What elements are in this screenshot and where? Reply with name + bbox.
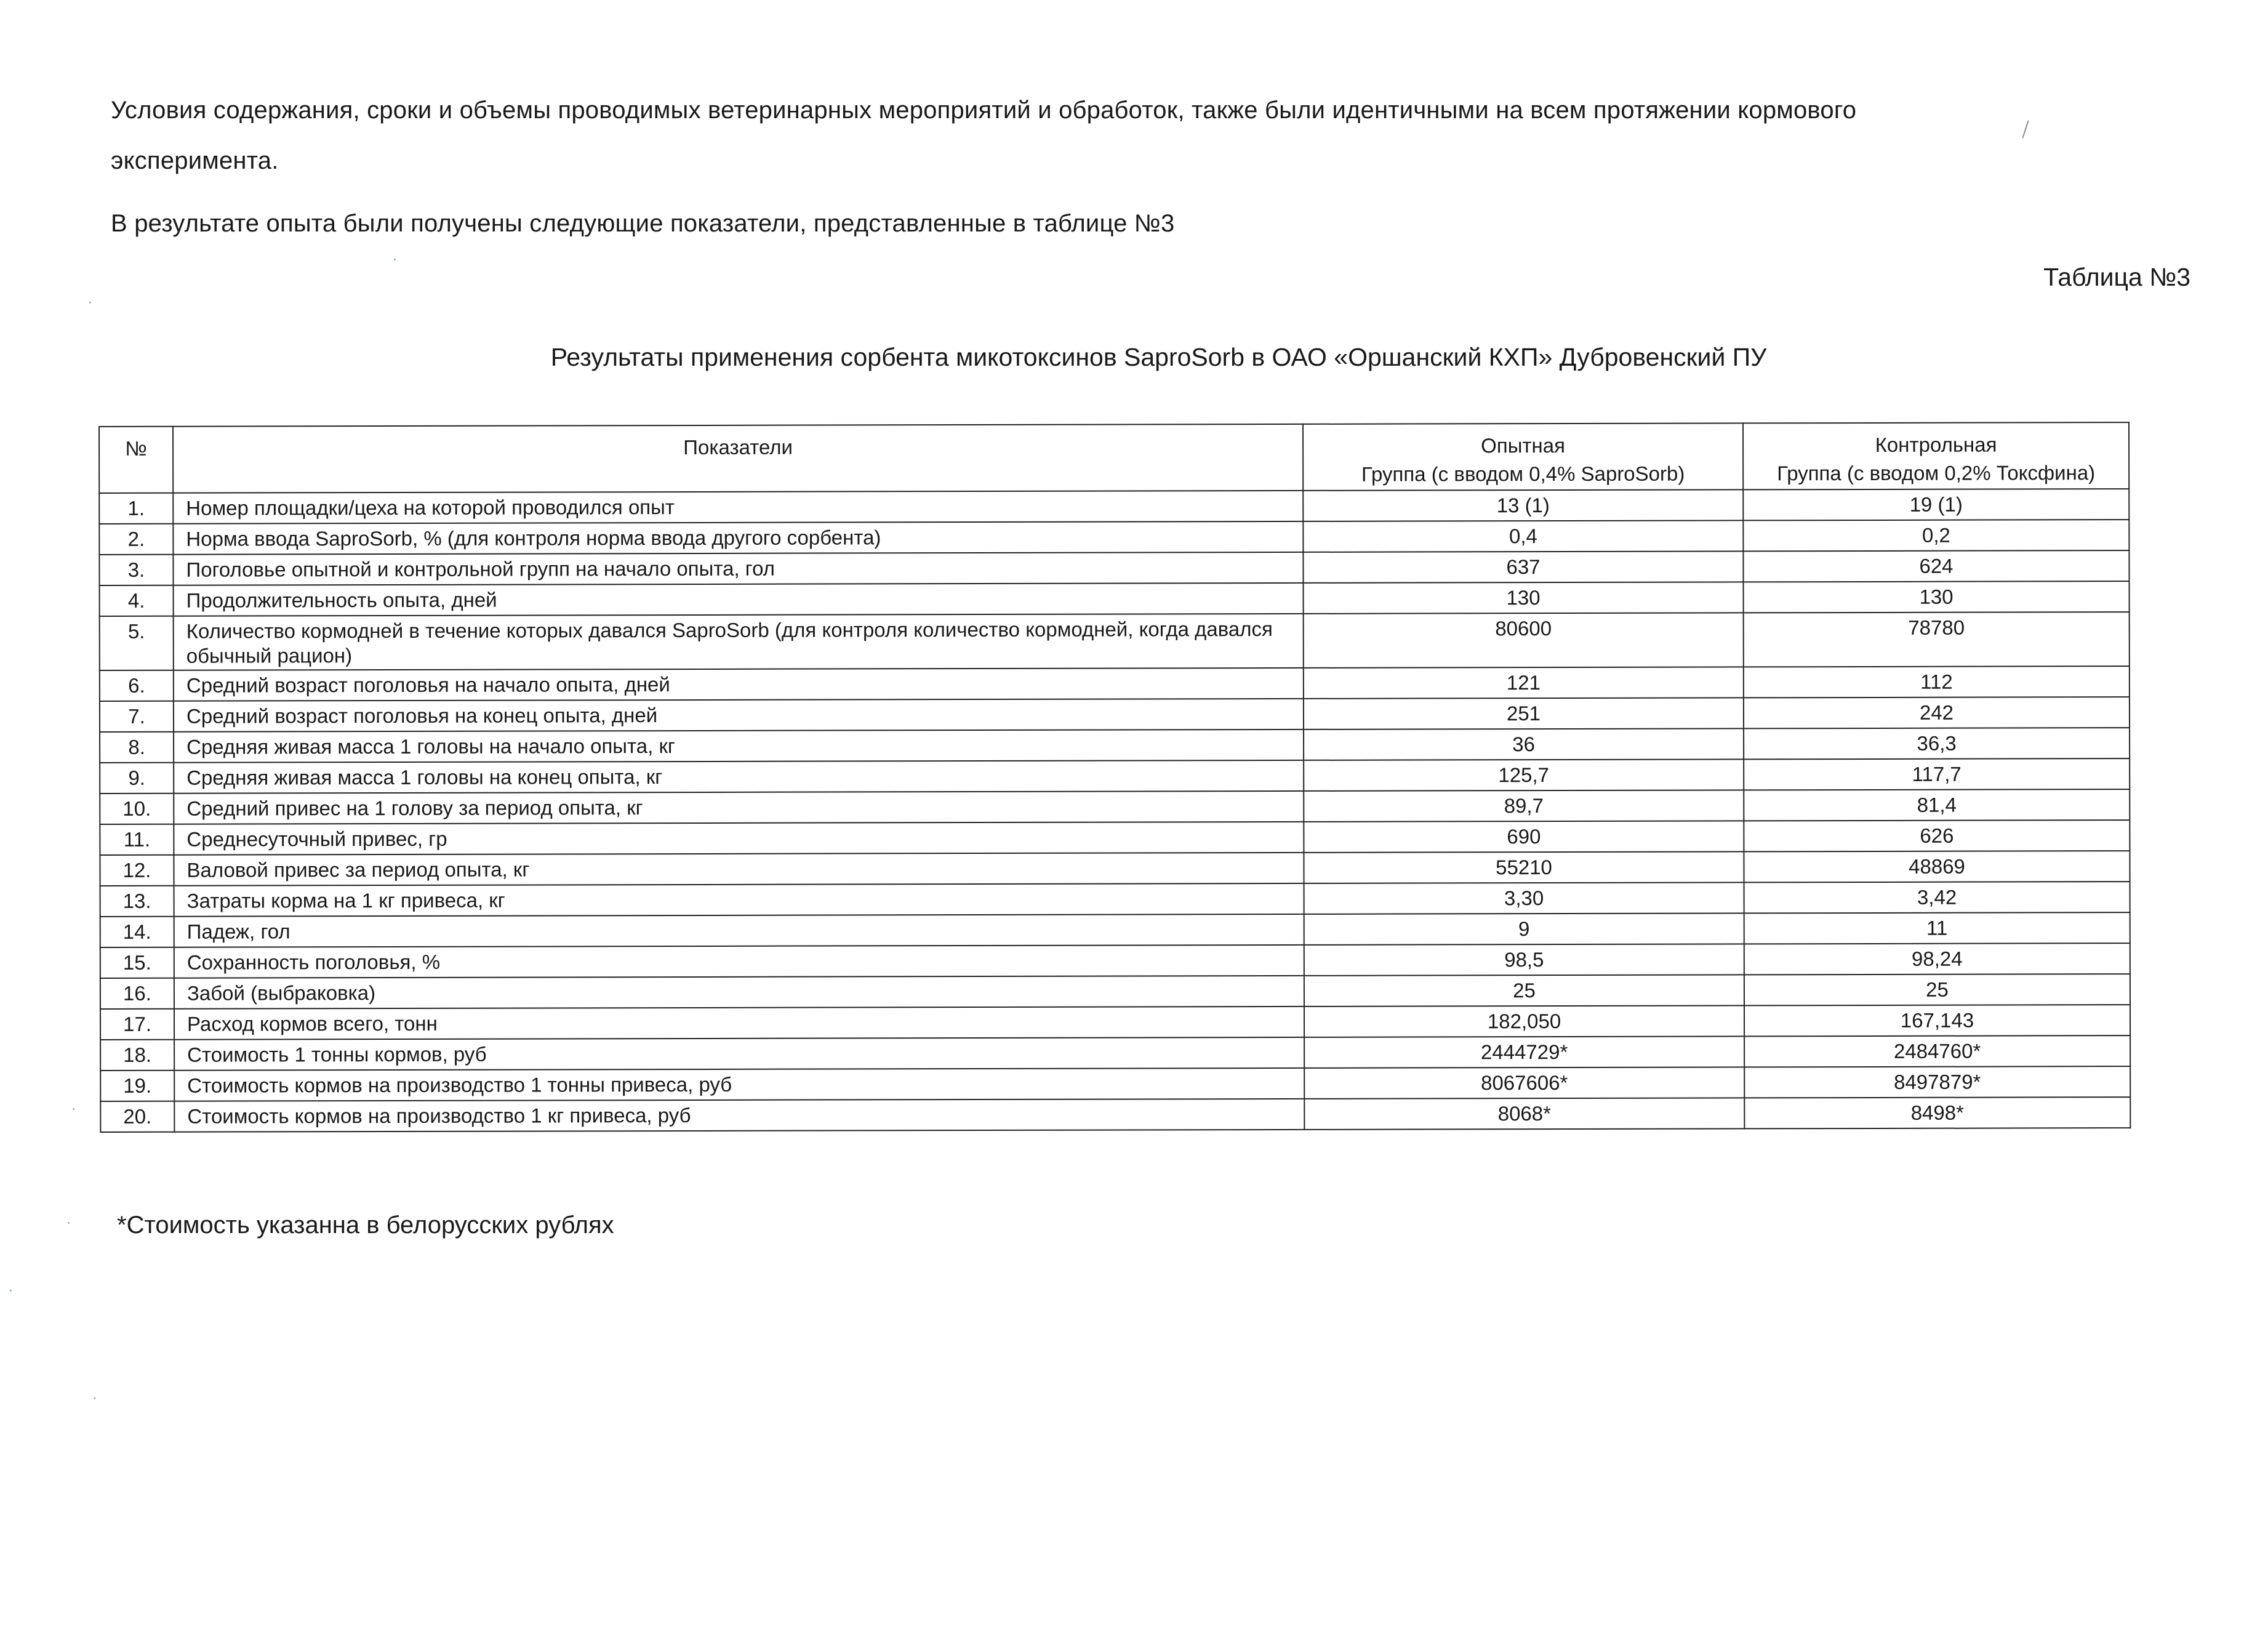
row-indicator: Норма ввода SaproSorb, % (для контроля норма ввода другого сорбента) xyxy=(173,521,1303,555)
row-indicator: Стоимость кормов на производство 1 тонны привеса, руб xyxy=(174,1068,1304,1101)
row-experimental-value: 637 xyxy=(1303,551,1743,582)
table-row xyxy=(100,1005,2130,1040)
row-number: 12. xyxy=(100,855,174,886)
row-experimental-value: 121 xyxy=(1304,667,1744,698)
row-control-value: 624 xyxy=(1743,550,2129,582)
header-experimental-line2: Группа (с вводом 0,4% SaproSorb) xyxy=(1361,462,1685,486)
row-control-value: 98,24 xyxy=(1744,943,2130,975)
row-indicator: Падеж, гол xyxy=(174,914,1304,947)
row-experimental-value: 55210 xyxy=(1304,851,1744,883)
table-title: Результаты применения сорбента микотоксинов SaproSorb в ОАО «Оршанский КХП» Дубровенский ПУ xyxy=(550,343,1767,371)
row-number: 2. xyxy=(99,524,173,555)
row-control-value: 25 xyxy=(1744,974,2130,1005)
table-label: Таблица №3 xyxy=(2043,263,2190,291)
row-experimental-value: 80600 xyxy=(1304,613,1744,667)
table-row xyxy=(100,666,2130,701)
row-control-value: 19 (1) xyxy=(1743,489,2129,520)
row-number: 15. xyxy=(100,947,174,978)
row-control-value: 242 xyxy=(1744,697,2130,728)
row-number: 11. xyxy=(100,824,174,855)
row-indicator: Среднесуточный привес, гр xyxy=(174,822,1304,855)
row-indicator: Забой (выбраковка) xyxy=(174,976,1304,1009)
row-number: 8. xyxy=(100,732,174,763)
row-control-value: 8498* xyxy=(1744,1097,2130,1128)
row-experimental-value: 89,7 xyxy=(1304,790,1744,821)
table-row xyxy=(99,550,2129,585)
row-experimental-value: 13 (1) xyxy=(1303,489,1743,521)
table-row xyxy=(100,789,2130,824)
row-experimental-value: 690 xyxy=(1304,821,1744,852)
header-control-group xyxy=(1743,422,2129,489)
row-number: 19. xyxy=(100,1071,174,1101)
row-indicator: Затраты корма на 1 кг привеса, кг xyxy=(174,883,1304,917)
table-row xyxy=(100,1066,2130,1101)
row-indicator: Валовой привес за период опыта, кг xyxy=(174,853,1304,886)
row-indicator: Продолжительность опыта, дней xyxy=(174,583,1304,616)
row-experimental-value: 130 xyxy=(1304,582,1744,613)
row-number: 7. xyxy=(100,701,174,732)
table-row xyxy=(100,912,2130,947)
table-row xyxy=(100,1035,2130,1071)
row-control-value: 11 xyxy=(1744,912,2130,944)
table-body xyxy=(99,489,2130,1132)
scan-speck xyxy=(394,259,396,260)
row-experimental-value: 36 xyxy=(1304,728,1744,760)
row-indicator: Средний привес на 1 голову за период опыта, кг xyxy=(174,791,1304,824)
row-experimental-value: 0,4 xyxy=(1303,520,1743,552)
intro-line-2: эксперимента. xyxy=(111,147,279,174)
row-number: 14. xyxy=(100,917,174,947)
row-control-value: 626 xyxy=(1744,820,2130,851)
row-control-value: 2484760* xyxy=(1744,1035,2130,1067)
row-number: 1. xyxy=(99,493,173,524)
row-indicator: Поголовье опытной и контрольной групп на начало опыта, гол xyxy=(173,552,1303,585)
row-indicator: Стоимость кормов на производство 1 кг привеса, руб xyxy=(174,1099,1304,1132)
table-row xyxy=(100,728,2130,763)
row-control-value: 48869 xyxy=(1744,851,2130,882)
row-indicator: Средний возраст поголовья на начало опыта, дней xyxy=(174,668,1304,701)
row-experimental-value: 182,050 xyxy=(1304,1005,1744,1037)
row-indicator: Сохранность поголовья, % xyxy=(174,945,1304,978)
table-row xyxy=(99,520,2129,555)
scan-speck xyxy=(10,1290,12,1292)
row-experimental-value: 2444729* xyxy=(1304,1036,1744,1067)
table-row xyxy=(100,612,2130,670)
row-number: 18. xyxy=(100,1040,174,1071)
table-row xyxy=(100,1097,2130,1132)
row-experimental-value: 8068* xyxy=(1304,1098,1744,1129)
table-row xyxy=(100,758,2130,794)
row-control-value: 130 xyxy=(1744,581,2130,613)
header-num: № xyxy=(99,427,173,493)
scan-speck xyxy=(73,1108,74,1110)
header-control-line2: Группа (с вводом 0,2% Токсфина) xyxy=(1777,461,2096,485)
table-row xyxy=(99,489,2129,524)
row-control-value: 117,7 xyxy=(1744,758,2130,790)
row-control-value: 112 xyxy=(1744,666,2130,697)
header-indicator: Показатели xyxy=(173,424,1303,493)
row-number: 3. xyxy=(99,555,173,585)
row-control-value: 0,2 xyxy=(1743,520,2129,551)
row-control-value: 167,143 xyxy=(1744,1005,2130,1036)
row-number: 13. xyxy=(100,886,174,917)
row-number: 9. xyxy=(100,763,174,794)
row-number: 16. xyxy=(100,978,174,1009)
footnote: *Стоимость указанна в белорусских рублях xyxy=(117,1212,614,1239)
table-header-row xyxy=(99,422,2129,493)
row-experimental-value: 251 xyxy=(1304,697,1744,729)
row-number: 5. xyxy=(100,616,174,670)
row-indicator: Стоимость 1 тонны кормов, руб xyxy=(174,1037,1304,1071)
results-table xyxy=(98,422,2131,1133)
row-experimental-value: 3,30 xyxy=(1304,882,1744,914)
row-control-value: 3,42 xyxy=(1744,882,2130,913)
table-row xyxy=(100,882,2130,917)
row-control-value: 81,4 xyxy=(1744,789,2130,821)
row-control-value: 78780 xyxy=(1744,612,2130,667)
row-control-value: 8497879* xyxy=(1744,1066,2130,1098)
intro-line-1: Условия содержания, сроки и объемы проводимых ветеринарных мероприятий и обработок, также были идентичными на всем протяжении кормового xyxy=(111,97,1857,124)
row-control-value: 36,3 xyxy=(1744,728,2130,759)
scan-speck xyxy=(94,1397,95,1399)
row-indicator: Расход кормов всего, тонн xyxy=(174,1007,1304,1040)
row-number: 20. xyxy=(100,1101,174,1132)
table-row xyxy=(100,581,2130,616)
table-row xyxy=(100,820,2130,855)
row-indicator: Средний возраст поголовья на конец опыта, дней xyxy=(174,699,1304,732)
table-row xyxy=(100,697,2130,732)
row-experimental-value: 9 xyxy=(1304,913,1744,944)
table-row xyxy=(100,851,2130,886)
row-experimental-value: 125,7 xyxy=(1304,759,1744,790)
row-indicator: Номер площадки/цеха на которой проводился опыт xyxy=(173,491,1303,524)
row-experimental-value: 25 xyxy=(1304,975,1744,1006)
row-number: 4. xyxy=(100,585,174,616)
row-indicator: Средняя живая масса 1 головы на конец опыта, кг xyxy=(174,760,1304,794)
scan-speck xyxy=(68,1222,70,1224)
row-experimental-value: 8067606* xyxy=(1304,1067,1744,1098)
header-control-line1: Контрольная xyxy=(1875,433,1997,456)
result-sentence: В результате опыта были получены следующие показатели, представленные в таблице №3 xyxy=(111,210,1175,237)
header-experimental-group xyxy=(1303,423,1743,490)
header-experimental-line1: Опытная xyxy=(1481,434,1566,457)
scan-speck xyxy=(89,302,91,303)
row-indicator: Средняя живая масса 1 головы на начало опыта, кг xyxy=(174,730,1304,763)
table-row xyxy=(100,943,2130,978)
row-indicator: Количество кормодней в течение которых давался SaproSorb (для контроля количество кормодней, когда давался обычный рацион) xyxy=(174,614,1304,670)
row-experimental-value: 98,5 xyxy=(1304,944,1744,975)
table-row xyxy=(100,974,2130,1009)
intro-paragraph xyxy=(111,85,2080,186)
row-number: 6. xyxy=(100,670,174,701)
row-number: 10. xyxy=(100,794,174,824)
row-number: 17. xyxy=(100,1009,174,1040)
